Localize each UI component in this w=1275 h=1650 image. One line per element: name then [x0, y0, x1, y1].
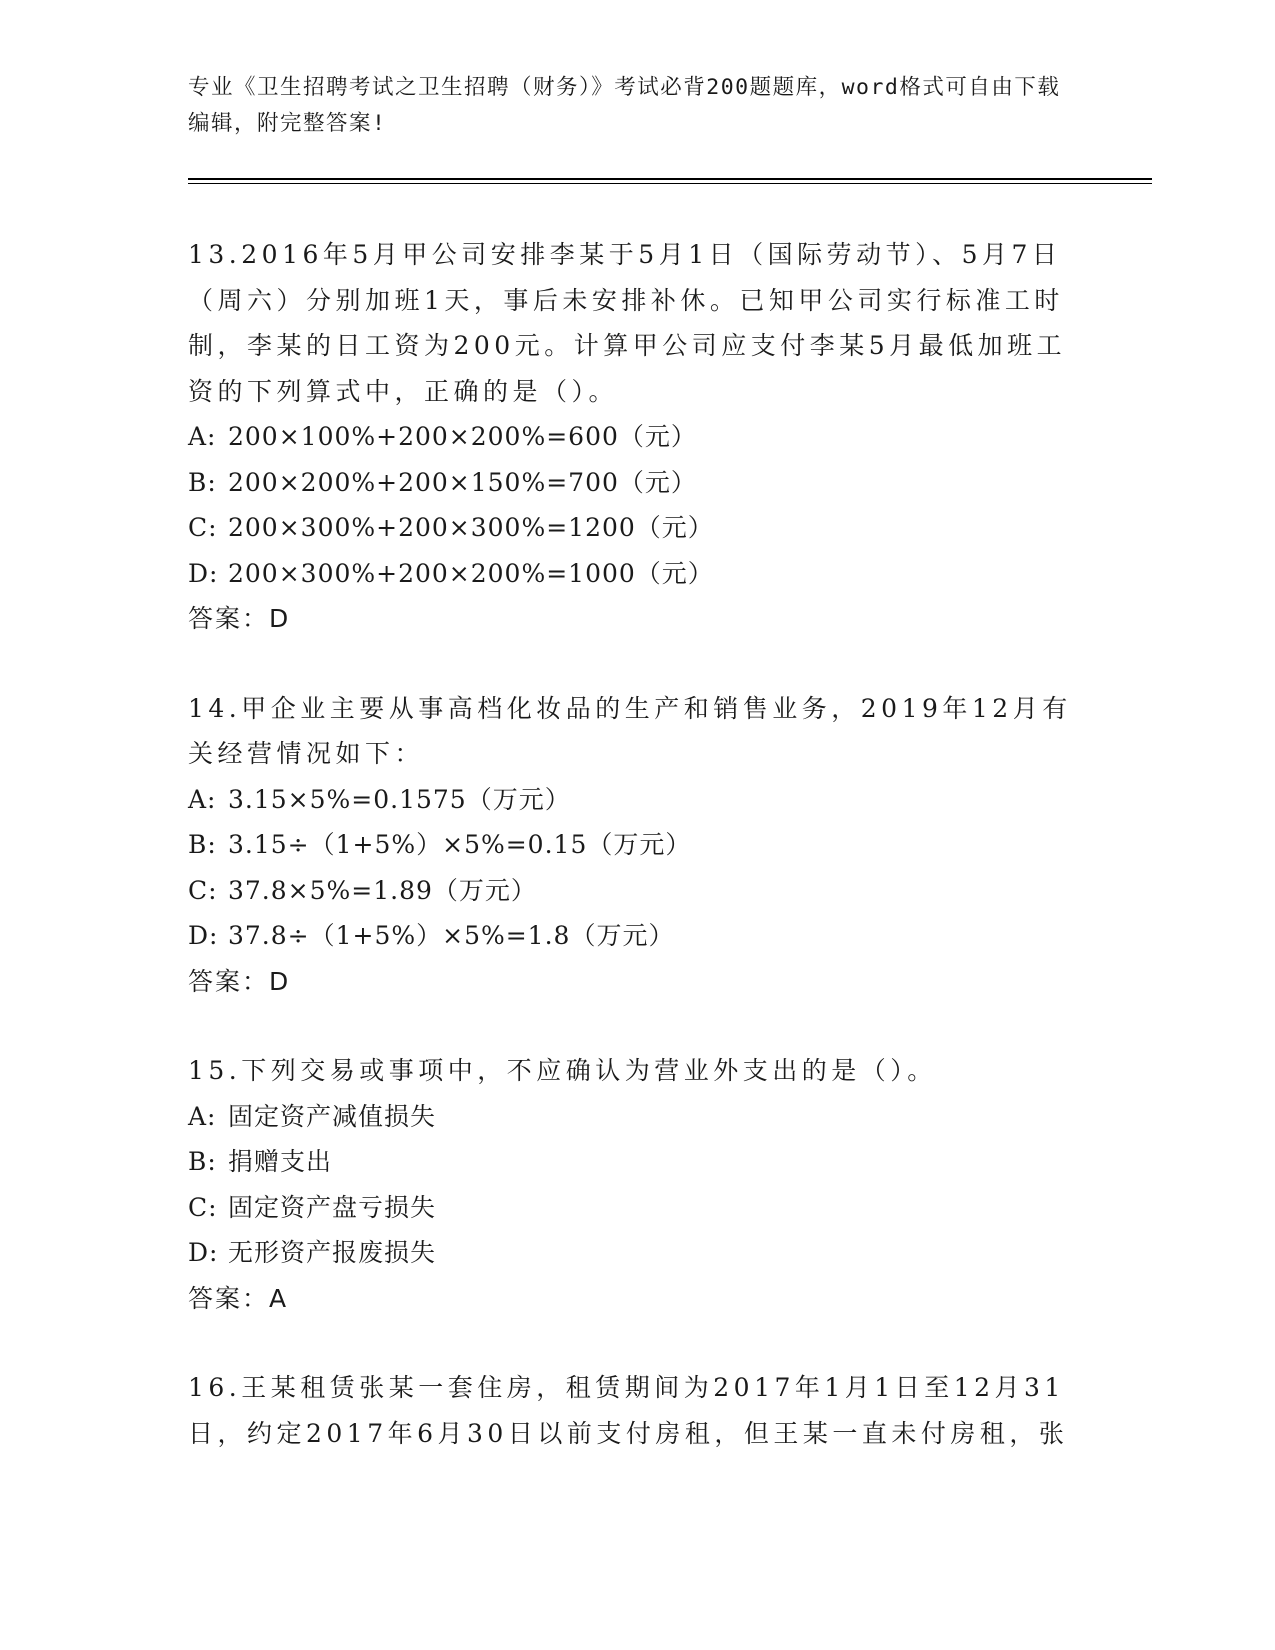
option-letter: B: [188, 830, 217, 859]
option-text: 200×300%+200×300%=1200（元） [228, 513, 714, 542]
question-stem: 15.下列交易或事项中，不应确认为营业外支出的是（）。 [188, 1056, 937, 1085]
option-b [188, 460, 1088, 506]
answer-line: 答案：D [188, 966, 291, 996]
option-letter: C: [188, 1192, 218, 1222]
option-text: 3.15÷（1+5%）×5%=0.15（万元） [228, 830, 692, 859]
option-text: 固定资产减值损失 [228, 1101, 437, 1131]
option-c [188, 505, 1088, 551]
option-letter: C: [188, 513, 218, 542]
option-letter: C: [188, 875, 218, 905]
option-text: 200×300%+200×200%=1000（元） [228, 558, 714, 588]
question-stem: 13.2016年5月甲公司安排李某于5月1日（国际劳动节）、5月7日（周六）分别加班1天，事后未安排补休。已知甲公司实行标准工时制，李某的日工资为200元。计算甲公司应支付李某5月最低加班工资的下列算式中，正确的是（）。 [188, 240, 1067, 406]
option-d [188, 913, 1088, 959]
option-text: 无形资产报废损失 [228, 1238, 437, 1267]
option-text: 200×100%+200×200%=600（元） [228, 422, 697, 451]
option-text: 200×200%+200×150%=700（元） [228, 467, 697, 497]
option-letter: D: [188, 558, 219, 588]
option-letter: D: [188, 1238, 219, 1267]
option-a [188, 1094, 1088, 1140]
header-rule-thin [188, 183, 1152, 184]
question-list [188, 232, 1088, 1456]
document-header: 专业《卫生招聘考试之卫生招聘（财务）》考试必背200题题库，word格式可自由下载编辑，附完整答案! [188, 75, 1061, 136]
option-letter: B: [188, 467, 217, 497]
option-text: 37.8÷（1+5%）×5%=1.8（万元） [228, 921, 675, 950]
answer-line: 答案：D [188, 604, 291, 633]
option-text: 37.8×5%=1.89（万元） [228, 875, 537, 905]
question-stem: 14.甲企业主要从事高档化妆品的生产和销售业务，2019年12月有关经营情况如下： [188, 693, 1072, 768]
question-14 [188, 686, 1088, 1005]
option-d [188, 1230, 1088, 1276]
option-b [188, 822, 1088, 868]
spacer [188, 1321, 1088, 1365]
question-13 [188, 232, 1088, 642]
question-15 [188, 1048, 1088, 1321]
option-letter: B: [188, 1147, 217, 1176]
question-stem: 16.王某租赁张某一套住房，租赁期间为2017年1月1日至12月31日，约定2017年6月30日以前支付房租，但王某一直未付房租，张 [188, 1373, 1069, 1448]
header-rule-thick [188, 178, 1152, 180]
option-text: 捐赠支出 [228, 1147, 333, 1176]
option-a [188, 777, 1088, 823]
option-d [188, 551, 1088, 597]
option-letter: A: [188, 1101, 217, 1131]
option-letter: A: [188, 422, 217, 451]
answer-line: 答案：A [188, 1283, 289, 1313]
question-16 [188, 1365, 1088, 1456]
option-letter: A: [188, 784, 217, 814]
option-c [188, 1185, 1088, 1231]
option-a [188, 414, 1088, 460]
spacer [188, 1004, 1088, 1048]
option-c [188, 868, 1088, 914]
option-letter: D: [188, 921, 219, 950]
spacer [188, 642, 1088, 686]
option-text: 固定资产盘亏损失 [228, 1192, 437, 1222]
option-text: 3.15×5%=0.1575（万元） [228, 784, 571, 814]
option-b [188, 1139, 1088, 1185]
